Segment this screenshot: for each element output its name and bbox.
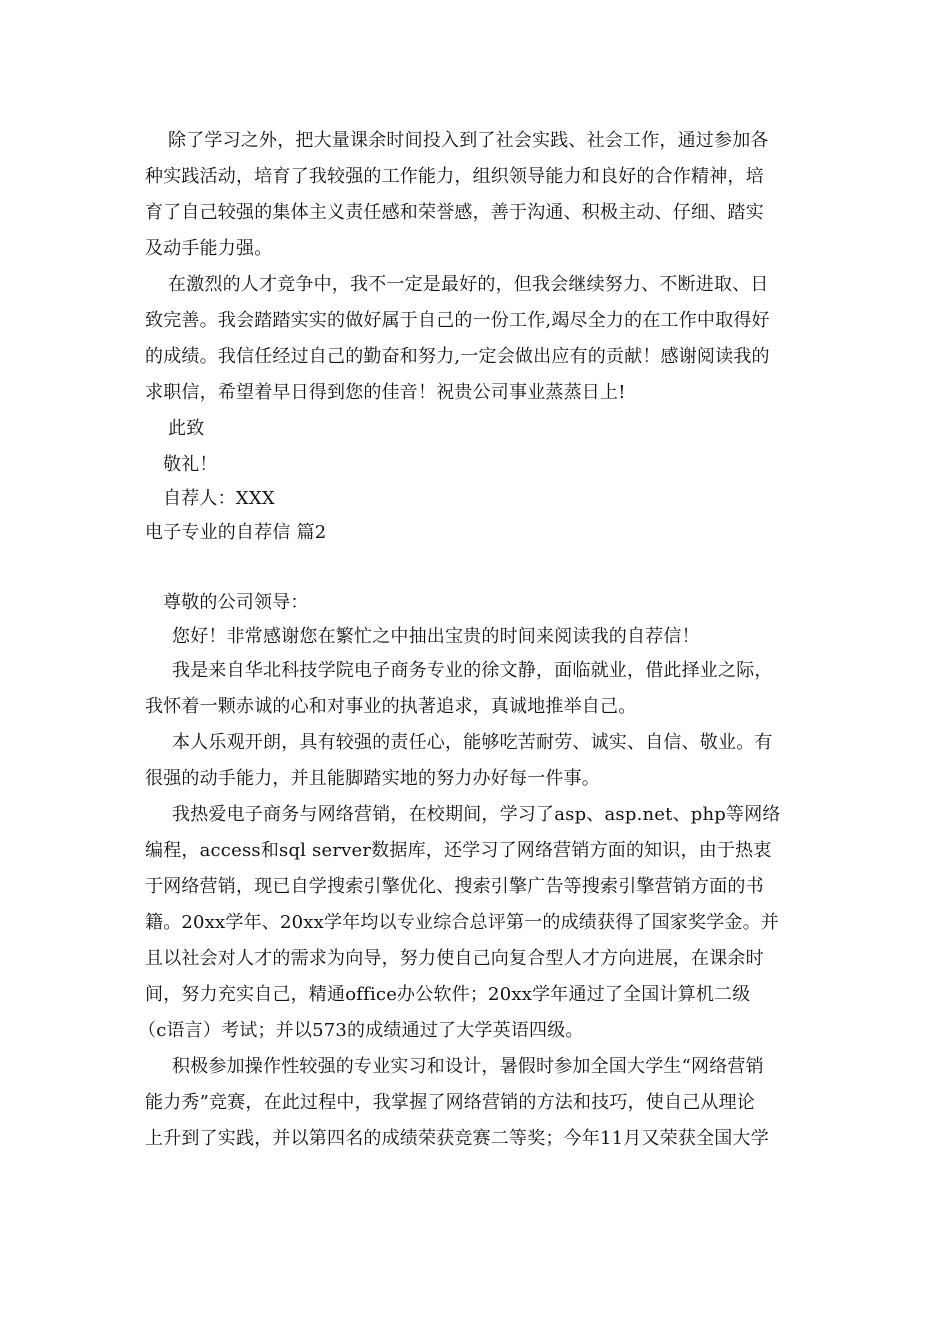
paragraph-line: 间，努力充实自己，精通office办公软件；20xx学年通过了全国计算机二级 — [145, 984, 751, 1005]
paragraph-line: 籍。20xx学年、20xx学年均以专业综合总评第一的成绩获得了国家奖学金。并 — [145, 912, 780, 933]
signature: 自荐人：XXX — [163, 488, 275, 509]
paragraph-line: 上升到了实践，并以第四名的成绩荣获竞赛二等奖；今年11月又荣获全国大学 — [145, 1128, 769, 1149]
paragraph-line: 很强的动手能力，并且能脚踏实地的努力办好每一件事。 — [145, 768, 600, 789]
paragraph-line: 致完善。我会踏踏实实的做好属于自己的一份工作,竭尽全力的在工作中取得好 — [145, 310, 770, 331]
paragraph-line: 且以社会对人才的需求为向导，努力使自己向复合型人才方向进展，在课余时 — [145, 948, 764, 969]
paragraph-line: 的成绩。我信任经过自己的勤奋和努力,一定会做出应有的贡献！感谢阅读我的 — [145, 346, 770, 367]
paragraph-line: 育了自己较强的集体主义责任感和荣誉感，善于沟通、积极主动、仔细、踏实 — [145, 202, 764, 223]
paragraph-line: 除了学习之外，把大量课余时间投入到了社会实践、社会工作，通过参加各 — [168, 130, 769, 151]
paragraph-line: 我怀着一颗赤诚的心和对事业的执著追求，真诚地推举自己。 — [145, 696, 637, 717]
paragraph-line: 于网络营销，现已自学搜索引擎优化、搜索引擎广告等搜索引擎营销方面的书 — [145, 876, 764, 897]
paragraph-line: 我热爱电子商务与网络营销，在校期间，学习了asp、asp.net、php等网络 — [172, 804, 781, 825]
paragraph-line: 编程，access和sql server数据库，还学习了网络营销方面的知识，由于热衷 — [145, 840, 772, 861]
closing-line: 敬礼！ — [163, 454, 218, 475]
paragraph-line: 我是来自华北科技学院电子商务专业的徐文静，面临就业，借此择业之际， — [172, 660, 773, 681]
paragraph-line: 求职信，希望着早日得到您的佳音！祝贵公司事业蒸蒸日上! — [145, 382, 626, 403]
greeting: 您好！非常感谢您在繁忙之中抽出宝贵的时间来阅读我的自荐信！ — [172, 626, 700, 647]
section-heading: 电子专业的自荐信 篇2 — [145, 522, 327, 543]
paragraph-line: 及动手能力强。 — [145, 238, 273, 259]
paragraph-line: 在激烈的人才竞争中，我不一定是最好的，但我会继续努力、不断进取、日 — [168, 274, 769, 295]
paragraph-line: 本人乐观开朗，具有较强的责任心，能够吃苦耐劳、诚实、自信、敬业。有 — [172, 732, 773, 753]
paragraph-line: 积极参加操作性较强的专业实习和设计，暑假时参加全国大学生“网络营销 — [172, 1056, 764, 1077]
paragraph-line: （c语言）考试；并以573的成绩通过了大学英语四级。 — [138, 1020, 584, 1041]
paragraph-line: 能力秀”竞赛，在此过程中，我掌握了网络营销的方法和技巧，使自己从理论 — [145, 1092, 755, 1113]
paragraph-line: 种实践活动，培育了我较强的工作能力，组织领导能力和良好的合作精神，培 — [145, 166, 764, 187]
salutation: 尊敬的公司领导： — [163, 592, 309, 613]
closing-line: 此致 — [168, 418, 205, 439]
